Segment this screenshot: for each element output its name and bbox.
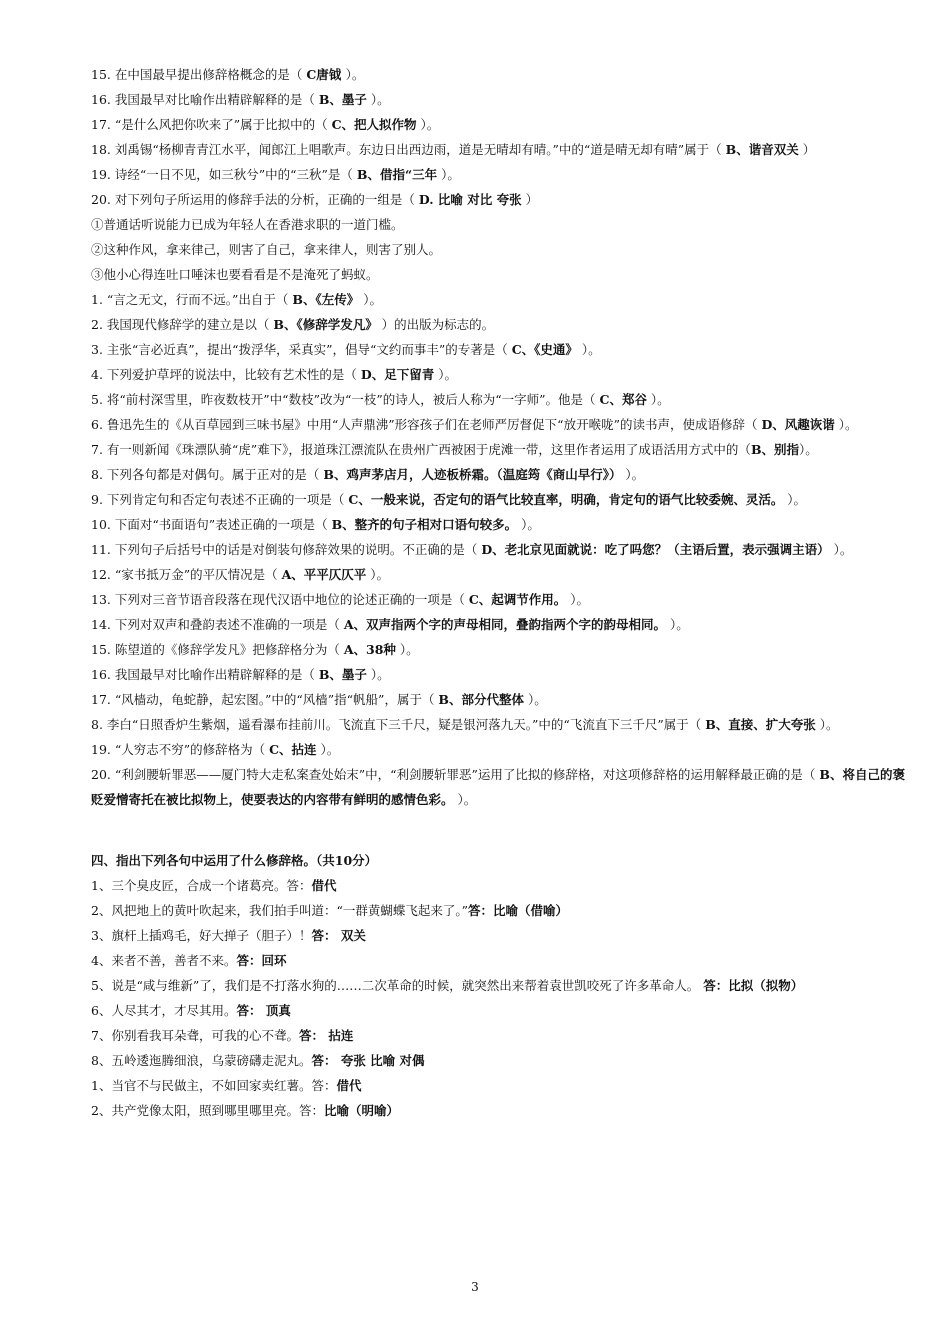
question-text-tail: ）。 xyxy=(834,417,858,432)
question-line xyxy=(91,312,906,337)
question-text-tail: ）。 xyxy=(666,617,689,632)
question-text: 6. 鲁迅先生的《从百草园到三味书屋》中用“人声鼎沸”形容孩子们在老师严厉督促下“放开喉咙”的读书声，使成语修辞（ xyxy=(91,417,762,432)
question-line xyxy=(91,462,906,487)
answer-text: B、借指“三年 xyxy=(356,167,438,182)
question-line xyxy=(91,762,906,812)
question-text: 8. 下列各句都是对偶句。属于正对的是（ xyxy=(91,467,324,482)
answer-text: 借代 xyxy=(311,878,337,893)
question-text: 8. 李白“日照香炉生紫烟，遥看瀑布挂前川。飞流直下三千尺，疑是银河落九天。”中的“飞流直下三千尺”属于（ xyxy=(91,717,706,732)
answer-text: 借代 xyxy=(336,1078,362,1093)
question-text: 4、来者不善，善者不来。 xyxy=(91,953,237,968)
answer-text: A、平平仄仄平 xyxy=(281,567,367,582)
answer-text: B、直接、扩大夸张 xyxy=(705,717,816,732)
question-line xyxy=(91,898,906,923)
question-line xyxy=(91,562,906,587)
question-text-tail: ）。 xyxy=(345,67,365,82)
question-line xyxy=(91,537,906,562)
question-text: 13. 下列对三音节语音段落在现代汉语中地位的论述正确的一项是（ xyxy=(91,592,469,607)
question-text: 12. “家书抵万金”的平仄情况是（ xyxy=(91,567,282,582)
question-text: ②这种作风，拿来律己，则害了自己，拿来律人，则害了别人。 xyxy=(91,242,442,257)
question-line xyxy=(91,973,906,998)
question-text-tail: ）。 xyxy=(316,742,340,757)
question-line xyxy=(91,487,906,512)
question-text-tail: ）。 xyxy=(524,692,547,707)
answer-text: B、将自己的褒贬爱憎寄托在被比拟物上，使要表达的内容带有鲜明的感情色彩。 xyxy=(91,767,905,807)
question-line xyxy=(91,287,906,312)
question-line xyxy=(91,637,906,662)
question-text: 四、指出下列各句中运用了什么修辞格。（共10分） xyxy=(91,853,378,868)
answer-text: B、墨子 xyxy=(318,92,367,107)
question-line xyxy=(91,187,906,212)
question-text: 5. 将“前村深雪里，昨夜数枝开”中“数枝”改为“一枝”的诗人，被后人称为“一字师”。他是（ xyxy=(91,392,600,407)
question-line xyxy=(91,437,906,462)
question-line xyxy=(91,162,906,187)
question-text: ①普通话听说能力已成为年轻人在香港求职的一道门槛。 xyxy=(91,217,404,232)
question-text: 2、共产党像太阳，照到哪里哪里亮。答： xyxy=(91,1103,324,1118)
question-line xyxy=(91,337,906,362)
question-text: 4. 下列爱护草坪的说法中，比较有艺术性的是（ xyxy=(91,367,361,382)
answer-text: B、部分代整体 xyxy=(438,692,524,707)
question-line xyxy=(91,512,906,537)
answer-text: 答： 夸张 比喻 对偶 xyxy=(311,1053,425,1068)
question-text: 14. 下列对双声和叠韵表述不准确的一项是（ xyxy=(91,617,344,632)
question-line xyxy=(91,112,906,137)
question-line xyxy=(91,662,906,687)
question-line xyxy=(91,712,906,737)
question-line xyxy=(91,137,906,162)
answer-text: B、《左传》 xyxy=(292,292,360,307)
question-text: 17. “是什么风把你吹来了”属于比拟中的（ xyxy=(91,117,332,132)
question-line xyxy=(91,237,906,262)
answer-text: A、38种 xyxy=(343,642,396,657)
question-text: 19. 诗经“一日不见，如三秋兮”中的“三秋”是（ xyxy=(91,167,357,182)
question-text: 1. “言之无文，行而不远。”出自于（ xyxy=(91,292,293,307)
question-text-tail: ） xyxy=(521,192,539,207)
answer-text: 答： 顶真 xyxy=(236,1003,291,1018)
answer-text: 答：比拟（拟物） xyxy=(703,978,804,993)
answer-text: B、别指 xyxy=(750,442,800,457)
question-line xyxy=(91,1098,906,1123)
question-text-tail: ）。 xyxy=(366,567,390,582)
question-line xyxy=(91,87,906,112)
question-text-tail: ）。 xyxy=(799,442,818,457)
question-text: 7、你别看我耳朵聋，可我的心不聋。 xyxy=(91,1028,299,1043)
answer-text: C、拈连 xyxy=(269,742,317,757)
question-text: 5、说是“咸与维新”了，我们是不打落水狗的……二次革命的时候，就突然出来帮着袁世凯咬死了许多革命人。 xyxy=(91,978,704,993)
question-text: 1、当官不与民做主，不如回家卖红薯。答： xyxy=(91,1078,337,1093)
question-text-tail: ）。 xyxy=(566,592,590,607)
answer-text: A、双声指两个字的声母相同，叠韵指两个字的韵母相同。 xyxy=(343,617,667,632)
section-spacer xyxy=(91,812,906,848)
question-text-tail: ）。 xyxy=(437,167,460,182)
question-text-tail: ）。 xyxy=(829,542,853,557)
question-line xyxy=(91,923,906,948)
question-text-tail: ）。 xyxy=(621,467,645,482)
question-text-tail: ）。 xyxy=(416,117,440,132)
question-text-tail: ）。 xyxy=(366,667,390,682)
question-line xyxy=(91,262,906,287)
question-text: 11. 下列句子后括号中的话是对倒装句修辞效果的说明。不正确的是（ xyxy=(91,542,482,557)
question-text: 16. 我国最早对比喻作出精辟解释的是（ xyxy=(91,667,319,682)
question-line xyxy=(91,737,906,762)
question-line xyxy=(91,1048,906,1073)
question-text-tail: ） xyxy=(798,142,816,157)
question-text-tail: ）。 xyxy=(646,392,670,407)
answer-text: D. 比喻 对比 夸张 xyxy=(418,192,522,207)
answer-text: B、墨子 xyxy=(318,667,367,682)
question-text: 9. 下列肯定句和否定句表述不正确的一项是（ xyxy=(91,492,349,507)
question-text-tail: ）。 xyxy=(577,342,601,357)
question-text: ③他小心得连吐口唾沫也要看看是不是淹死了蚂蚁。 xyxy=(91,267,379,282)
answer-text: B、鸡声茅店月，人迹板桥霜。（温庭筠《商山早行》） xyxy=(323,467,622,482)
answer-text: B、整齐的句子相对口语句较多。 xyxy=(331,517,518,532)
question-text-tail: ）。 xyxy=(366,92,390,107)
question-text: 3. 主张“言必近真”，提出“拨浮华，采真实”，倡导“文约而事丰”的专著是（ xyxy=(91,342,512,357)
question-text-tail: ）。 xyxy=(517,517,540,532)
answer-text: B、谐音双关 xyxy=(725,142,799,157)
question-line xyxy=(91,687,906,712)
question-text: 2、风把地上的黄叶吹起来，我们拍手叫道：“一群黄蝴蝶飞起来了。” xyxy=(91,903,468,918)
question-text: 10. 下面对“书面语句”表述正确的一项是（ xyxy=(91,517,332,532)
question-text-tail: ）。 xyxy=(434,367,457,382)
answer-text: C、郑谷 xyxy=(599,392,647,407)
question-line xyxy=(91,412,906,437)
answer-text: D、老北京见面就说：吃了吗您？（主语后置，表示强调主语） xyxy=(481,542,830,557)
question-line xyxy=(91,948,906,973)
question-line xyxy=(91,1023,906,1048)
answer-text: C、起调节作用。 xyxy=(468,592,567,607)
question-text-tail: ）。 xyxy=(783,492,807,507)
question-line xyxy=(91,387,906,412)
question-text: 20. “利剑腰斩罪恶——厦门特大走私案查处始末”中，“利剑腰斩罪恶”运用了比拟的修辞格，对这项修辞格的运用解释最正确的是（ xyxy=(91,767,820,782)
question-line xyxy=(91,587,906,612)
section-heading xyxy=(91,848,906,873)
answer-text: 答：回环 xyxy=(236,953,287,968)
question-text: 19. “人穷志不穷”的修辞格为（ xyxy=(91,742,270,757)
question-line xyxy=(91,362,906,387)
question-text: 6、人尽其才，才尽其用。 xyxy=(91,1003,237,1018)
question-line xyxy=(91,212,906,237)
question-text: 1、三个臭皮匠，合成一个诸葛亮。答： xyxy=(91,878,312,893)
answer-text: D、足下留青 xyxy=(360,367,435,382)
question-text: 8、五岭逶迤腾细浪，乌蒙磅礴走泥丸。 xyxy=(91,1053,312,1068)
question-line xyxy=(91,612,906,637)
question-text: 18. 刘禹锡“杨柳青青江水平，闻郎江上唱歌声。东边日出西边雨，道是无晴却有晴。”中的“道是晴无却有晴”属于（ xyxy=(91,142,726,157)
question-text: 16. 我国最早对比喻作出精辟解释的是（ xyxy=(91,92,319,107)
answer-text: C、把人拟作物 xyxy=(331,117,417,132)
question-text: 17. “风樯动，龟蛇静，起宏图。”中的“风樯”指“帆船”，属于（ xyxy=(91,692,439,707)
answer-text: C、《史通》 xyxy=(511,342,578,357)
question-text-tail: ）的出版为标志的。 xyxy=(377,317,495,332)
answer-text: 答： 双关 xyxy=(311,928,366,943)
answer-text: 答： 拈连 xyxy=(298,1028,354,1043)
answer-text: B、《修辞学发凡》 xyxy=(273,317,378,332)
question-text: 7. 有一则新闻《珠漂队骑“虎”难下》，报道珠江漂流队在贵州广西被困于虎滩一带，这里作者运用了成语活用方式中的（ xyxy=(91,442,751,457)
answer-text: C唐钺 xyxy=(306,67,346,82)
question-text-tail: ）。 xyxy=(815,717,839,732)
answer-text: D、风趣诙谐 xyxy=(761,417,835,432)
answer-text: C、一般来说，否定句的语气比较直率，明确，肯定句的语气比较委婉、灵活。 xyxy=(348,492,784,507)
question-text-tail: ）。 xyxy=(359,292,382,307)
question-text: 15. 在中国最早提出修辞格概念的是（ xyxy=(91,67,307,82)
document-body xyxy=(91,62,906,1123)
page-number: 3 xyxy=(471,1280,479,1294)
question-text: 3、旗杆上插鸡毛，好大掸子（胆子）！ xyxy=(91,928,312,943)
question-text: 15. 陈望道的《修辞学发凡》把修辞格分为（ xyxy=(91,642,344,657)
question-text-tail: ）。 xyxy=(453,792,477,807)
question-line xyxy=(91,998,906,1023)
question-text-tail: ）。 xyxy=(395,642,419,657)
question-line xyxy=(91,62,906,87)
question-line xyxy=(91,1073,906,1098)
question-text: 20. 对下列句子所运用的修辞手法的分析，正确的一组是（ xyxy=(91,192,419,207)
answer-text: 比喻（明喻） xyxy=(323,1103,399,1118)
question-line xyxy=(91,873,906,898)
answer-text: 答：比喻（借喻） xyxy=(468,903,569,918)
question-text: 2. 我国现代修辞学的建立是以（ xyxy=(91,317,274,332)
